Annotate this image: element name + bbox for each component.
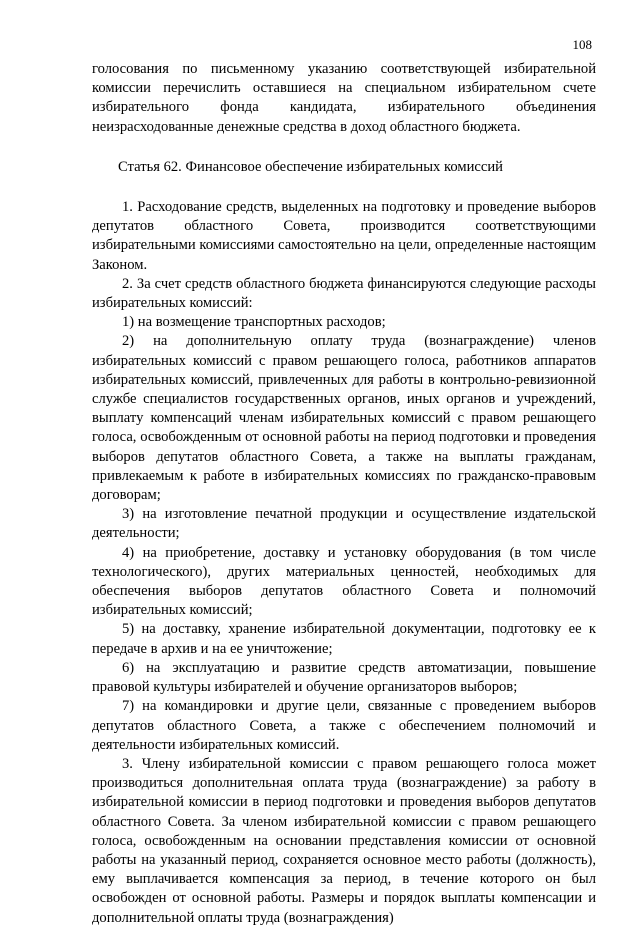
paragraph: 6) на эксплуатацию и развитие средств автоматизации, повышение правовой культуры избирателей и обучение организаторов выборов; <box>92 659 596 696</box>
paragraph: 4) на приобретение, доставку и установку оборудования (в том числе технологического), других материальных ценностей, необходимых для обеспечения выборов депутатов областного Совета и полномочий избирательных комиссий; <box>92 544 596 619</box>
paragraph: 7) на командировки и другие цели, связанные с проведением выборов депутатов областного Совета, а также с обеспечением полномочий и деятельности избирательных комиссий. <box>92 698 596 753</box>
article-title: Статья 62. Финансовое обеспечение избирательных комиссий <box>118 158 503 175</box>
document-body <box>92 60 596 928</box>
paragraph: 3. Члену избирательной комиссии с правом решающего голоса может производиться дополнительная оплата труда (вознаграждение) за работу в избирательной комиссии в период подготовки и проведения выборов депутатов областного Совета. За членом избирательной комиссии с правом решающего голоса, освобожденным на основании представления комиссии от основной работы на указанный период, сохраняется основное место работы (должность), ему выплачивается компенсация за период, в течение которого он был освобожден от основной работы. Размеры и порядок выплаты компенсации и дополнительной оплаты труда (вознаграждения) <box>92 755 596 926</box>
paragraph: 3) на изготовление печатной продукции и осуществление издательской деятельности; <box>92 506 596 542</box>
page-number: 108 <box>572 37 592 52</box>
paragraph: 1) на возмещение транспортных расходов; <box>122 314 386 331</box>
paragraph: 1. Расходование средств, выделенных на подготовку и проведение выборов депутатов областного Совета, производится соответствующими избирательными комиссиями самостоятельно на цели, определенные настоящим Законом. <box>92 199 596 273</box>
paragraph: 2. За счет средств областного бюджета финансируются следующие расходы избирательных комиссий: <box>92 275 596 312</box>
paragraph: 2) на дополнительную оплату труда (вознаграждение) членов избирательных комиссий с правом решающего голоса, работников аппаратов избирательных комиссий, привлеченных для работы в контрольно-ревизионной службе специалистов государственных органов, иных органов и учреждений, выплату компенсаций членам избирательных комиссий с правом решающего голоса, освобожденным от основной работы на период подготовки и проведения выборов депутатов областного Совета, а также на выплаты гражданам, привлекаемым к работе в избирательных комиссиях по гражданско-правовым договорам; <box>92 333 596 504</box>
continuation-paragraph: голосования по письменному указанию соответствующей избирательной комиссии перечислить оставшиеся на специальном избирательном счете избирательного фонда кандидата, избирательного объединения неизрасходованные денежные средства в доход областного бюджета. <box>92 61 596 135</box>
paragraph: 5) на доставку, хранение избирательной документации, подготовку ее к передаче в архив и на ее уничтожение; <box>92 621 596 657</box>
